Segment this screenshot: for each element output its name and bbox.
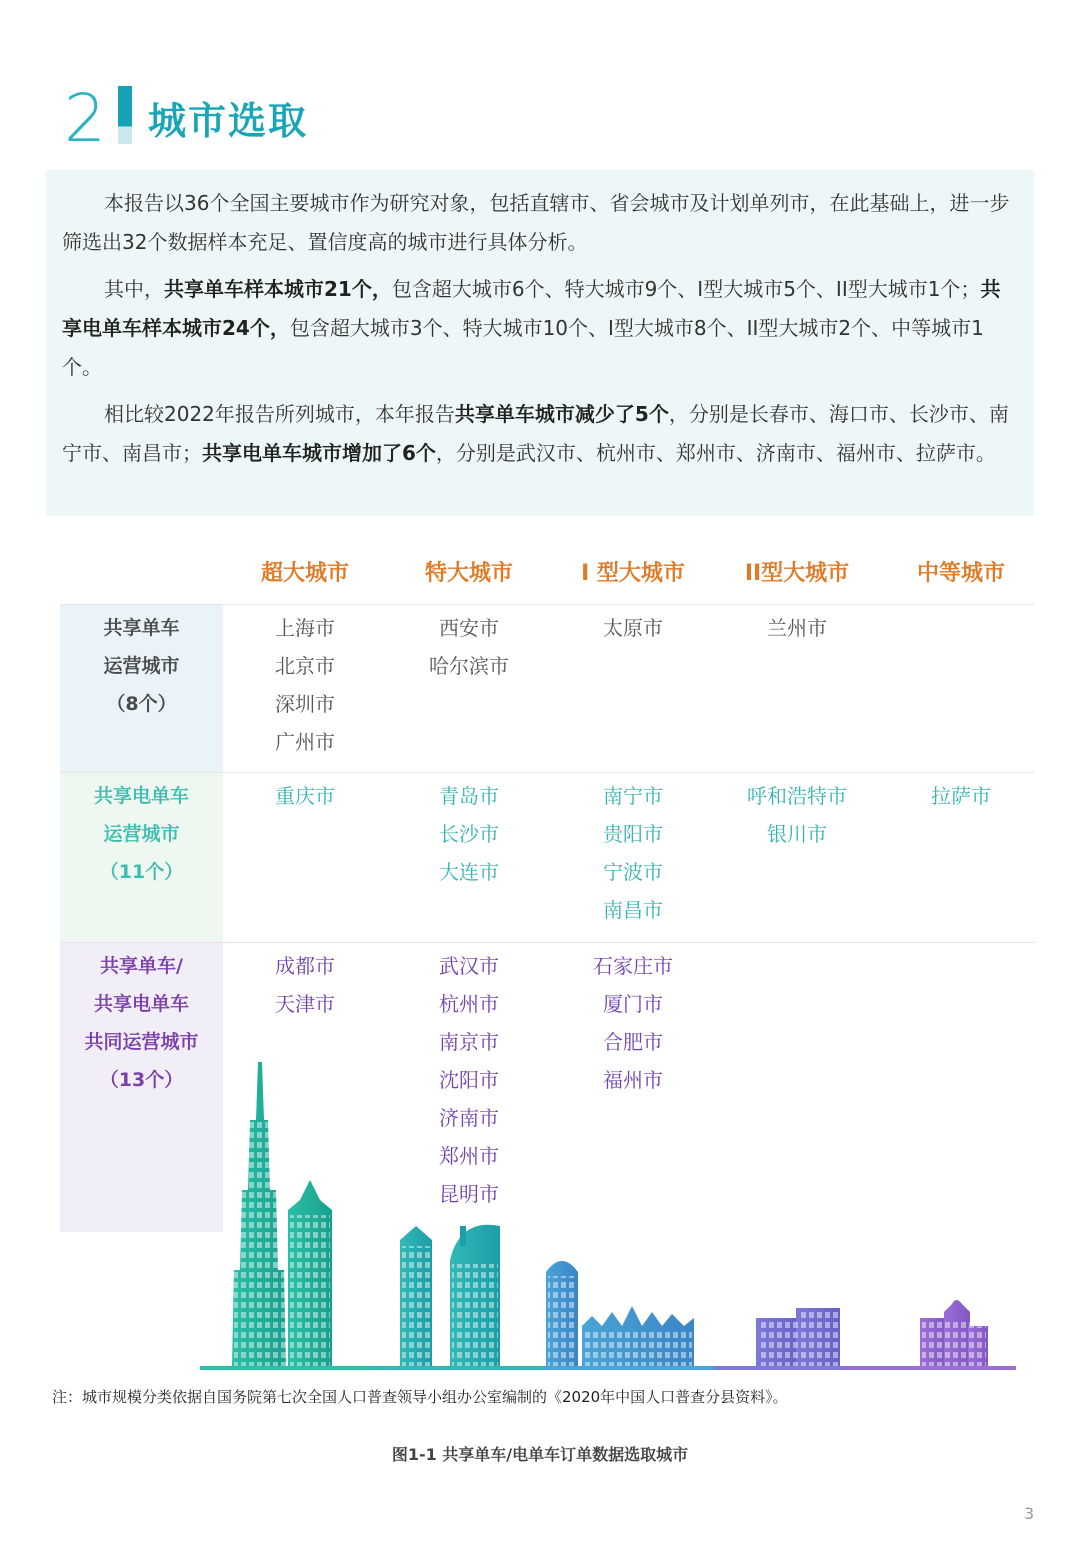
section-number: 2 xyxy=(64,80,106,157)
row-label-line: 共同运营城市 xyxy=(84,1031,199,1053)
city-name: 拉萨市 xyxy=(931,784,991,808)
city-name: 厦门市 xyxy=(603,992,663,1016)
city-name: 贵阳市 xyxy=(603,822,663,846)
bold-text-run: 共享单车城市减少了5个 xyxy=(454,402,669,426)
city-name: 重庆市 xyxy=(275,784,335,808)
city-name: 长沙市 xyxy=(439,822,499,846)
palace-building-icon xyxy=(582,1306,694,1366)
table-row-shared-both xyxy=(60,942,1035,1232)
row-label-line: 运营城市 xyxy=(103,823,180,845)
bold-text-run: 共享电单车城市增加了6个 xyxy=(202,441,436,465)
city-name: 郑州市 xyxy=(439,1144,499,1168)
city-name: 合肥市 xyxy=(603,1030,663,1054)
table-cell xyxy=(223,609,387,761)
intro-paragraph-1: 本报告以36个全国主要城市作为研究对象，包括直辖市、省会城市及计划单列市，在此基础上，进一步筛选出32个数据样本充足、置信度高的城市进行具体分析。 xyxy=(62,191,1010,254)
city-name: 深圳市 xyxy=(275,692,335,716)
city-name: 杭州市 xyxy=(439,992,499,1016)
row-label-line: （11个） xyxy=(99,861,184,883)
city-name: 石家庄市 xyxy=(593,954,673,978)
text-run: 包含超大城市3个、特大城市10个、I型大城市8个、II型大城市2个、中等城市1个。 xyxy=(62,316,984,379)
table-cell xyxy=(551,609,715,647)
section-title: 城市选取 xyxy=(148,99,309,143)
row-label-shared-bike xyxy=(60,605,223,772)
ground-line xyxy=(200,1366,372,1370)
table-cell xyxy=(387,947,551,1213)
table-row-shared-bike xyxy=(60,604,1035,772)
row-label-shared-both xyxy=(60,943,223,1232)
row-label-line: 共享电单车 xyxy=(93,785,189,807)
tower-icon xyxy=(400,1226,432,1366)
column-header-type1-large-city: I 型大城市 xyxy=(581,561,685,586)
city-name: 南京市 xyxy=(439,1030,499,1054)
bold-text-run: 共享电单车样本城市24个， xyxy=(62,277,1001,340)
row-label-shared-ebike xyxy=(60,773,223,942)
intro-panel xyxy=(46,170,1034,516)
intro-paragraph-2 xyxy=(62,270,1016,387)
table-cell xyxy=(879,777,1043,815)
section-accent-bar xyxy=(118,86,132,144)
row-label-line: 共享电单车 xyxy=(93,993,189,1015)
row-label-line: 运营城市 xyxy=(103,655,180,677)
table-cell xyxy=(551,947,715,1099)
city-name: 武汉市 xyxy=(439,954,499,978)
city-name: 宁波市 xyxy=(603,860,663,884)
text-run: 包含超大城市6个、特大城市9个、I型大城市5个、II型大城市1个； xyxy=(391,277,981,301)
table-row-shared-ebike xyxy=(60,772,1035,942)
city-name: 天津市 xyxy=(275,992,335,1016)
row-label-line: （13个） xyxy=(99,1069,184,1091)
city-name: 上海市 xyxy=(275,616,335,640)
row-label-line: 共享单车/ xyxy=(100,955,183,977)
city-name: 青岛市 xyxy=(439,784,499,808)
city-name: 广州市 xyxy=(275,730,335,754)
column-header-megacity: 超大城市 xyxy=(260,561,349,586)
city-name: 大连市 xyxy=(439,860,499,884)
column-header-supercity: 特大城市 xyxy=(424,561,513,586)
table-cell xyxy=(223,947,387,1023)
figure-caption: 图1-1 共享单车/电单车订单数据选取城市 xyxy=(391,1445,689,1464)
city-name: 昆明市 xyxy=(439,1182,499,1206)
city-name: 兰州市 xyxy=(767,616,827,640)
city-name: 沈阳市 xyxy=(439,1068,499,1092)
domed-building-icon xyxy=(920,1300,988,1366)
table-column-headers xyxy=(60,556,1035,596)
text-run: ，分别是长春市、海口市、长沙市、南宁市、南昌市； xyxy=(62,402,1009,465)
city-name: 福州市 xyxy=(603,1068,663,1092)
table-cell xyxy=(387,609,551,685)
page-number: 3 xyxy=(1024,1504,1035,1523)
text-run: 相比较2022年报告所列城市，本年报告 xyxy=(104,402,455,426)
tower-icon xyxy=(450,1225,500,1366)
office-building-icon xyxy=(756,1308,840,1366)
ground-line xyxy=(544,1366,714,1370)
city-name: 西安市 xyxy=(439,616,499,640)
footnote: 注：城市规模分类依据自国务院第七次全国人口普查领导小组办公室编制的《2020年中国人口普查分县资料》。 xyxy=(52,1388,788,1406)
column-header-medium-city: 中等城市 xyxy=(916,561,1005,586)
bold-text-run: 共享单车样本城市21个， xyxy=(164,277,392,301)
table-cell xyxy=(223,777,387,815)
tower-icon xyxy=(546,1261,578,1366)
text-run: 其中， xyxy=(104,277,164,301)
city-name: 南昌市 xyxy=(603,898,663,922)
ground-line xyxy=(372,1366,544,1370)
intro-paragraph-3 xyxy=(62,395,1016,473)
table-cell xyxy=(551,777,715,929)
city-name: 太原市 xyxy=(603,616,663,640)
city-name: 北京市 xyxy=(275,654,335,678)
table-cell xyxy=(715,777,879,853)
row-label-line: 共享单车 xyxy=(103,617,180,639)
table-cell xyxy=(715,609,879,647)
city-name: 银川市 xyxy=(767,822,827,846)
city-name: 南宁市 xyxy=(603,784,663,808)
text-run: ，分别是武汉市、杭州市、郑州市、济南市、福州市、拉萨市。 xyxy=(435,441,996,465)
city-name: 呼和浩特市 xyxy=(747,784,847,808)
row-label-line: （8个） xyxy=(106,693,177,715)
ground-line xyxy=(714,1366,844,1370)
city-name: 哈尔滨市 xyxy=(429,654,509,678)
city-name: 成都市 xyxy=(275,954,335,978)
city-name: 济南市 xyxy=(439,1106,499,1130)
column-header-type2-large-city: II型大城市 xyxy=(744,561,850,586)
table-cell xyxy=(387,777,551,891)
ground-line xyxy=(844,1366,1016,1370)
